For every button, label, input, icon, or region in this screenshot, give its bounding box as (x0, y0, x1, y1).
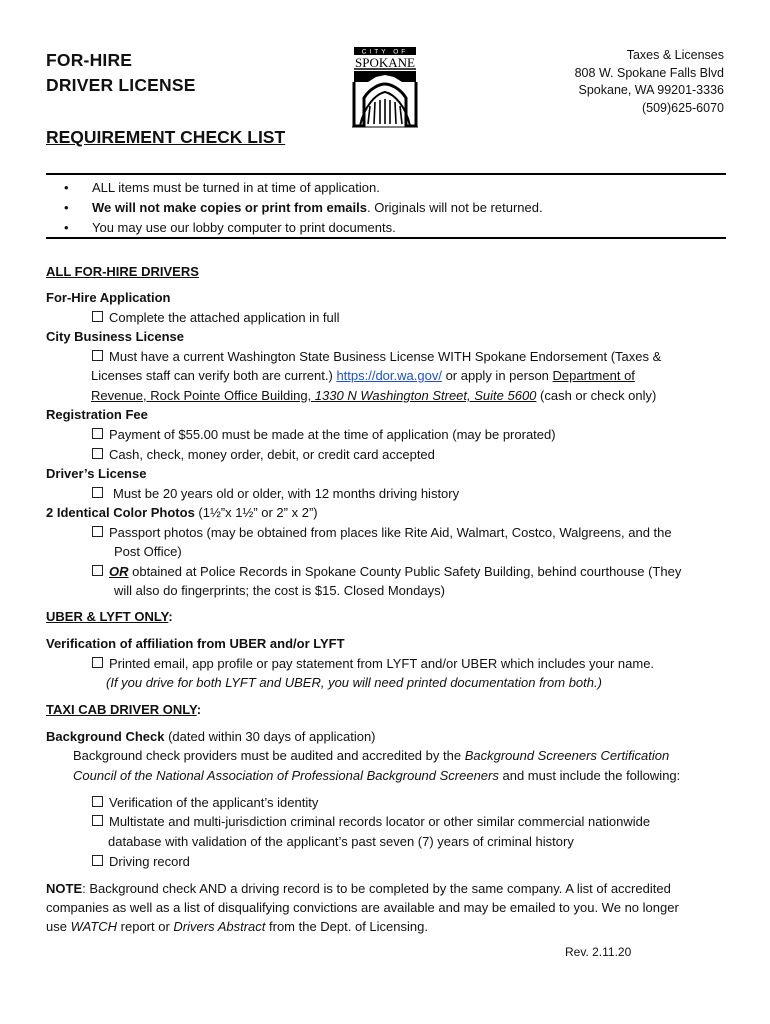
uber-lyft-note: (If you drive for both LYFT and UBER, you will need printed documentation from both.) (106, 675, 602, 690)
check-item: Passport photos (may be obtained from places like Rite Aid, Walmart, Costco, Walgreens, and the (92, 523, 672, 543)
check-item-continued: Revenue, Rock Pointe Office Building, 1330 N Washington Street, Suite 5600 (cash or check only) (91, 388, 657, 403)
address-line-4: (509)625-6070 (641, 100, 724, 115)
checkbox[interactable] (92, 855, 103, 866)
dor-link[interactable]: https://dor.wa.gov/ (336, 368, 442, 383)
address-line-2: 808 W. Spokane Falls Blvd (574, 65, 724, 80)
heading-drivers-license: Driver’s License (46, 466, 147, 481)
background-check-text: Background check providers must be audited and accredited by the Background Screeners Certification (73, 748, 670, 763)
checkbox[interactable] (92, 565, 103, 576)
note-item: • We will not make copies or print from emails. Originals will not be returned. (64, 198, 543, 218)
check-item: Driving record (92, 852, 190, 872)
title-line-2: DRIVER LICENSE (46, 75, 196, 95)
note-paragraph: use WATCH report or Drivers Abstract from the Dept. of Licensing. (46, 919, 428, 934)
top-rule (46, 173, 726, 175)
title-line-1: FOR-HIRE (46, 50, 133, 70)
section-heading-taxi: TAXI CAB DRIVER ONLY: (46, 702, 202, 717)
checkbox[interactable] (92, 428, 103, 439)
note-paragraph: companies as well as a list of disqualifying convictions are available and may be emailed to you. We no longer (46, 900, 679, 915)
check-item: OR obtained at Police Records in Spokane County Public Safety Building, behind courthouse (They (92, 562, 681, 582)
address-line-3: Spokane, WA 99201-3336 (578, 83, 724, 98)
check-item: Verification of the applicant’s identity (92, 793, 318, 813)
checkbox[interactable] (92, 311, 103, 322)
check-item: Complete the attached application in full (92, 308, 340, 328)
check-item: Must have a current Washington State Business License WITH Spokane Endorsement (Taxes & (92, 347, 661, 367)
check-item-continued: database with validation of the applicant’s past seven (7) years of criminal history (108, 834, 574, 849)
notes-list (64, 178, 543, 238)
check-item: Multistate and multi-jurisdiction criminal records locator or other similar commercial nationwide (92, 812, 650, 832)
bottom-rule (46, 237, 726, 239)
heading-verification: Verification of affiliation from UBER and/or LYFT (46, 636, 345, 651)
checkbox[interactable] (92, 815, 103, 826)
logo-city-of: CITY OF (361, 48, 409, 56)
heading-city-business-license: City Business License (46, 329, 184, 344)
checkbox[interactable] (92, 526, 103, 537)
checkbox[interactable] (92, 796, 103, 807)
note-item: • ALL items must be turned in at time of application. (64, 178, 543, 198)
check-item-continued: Post Office) (114, 544, 182, 559)
note-paragraph: NOTE: Background check AND a driving record is to be completed by the same company. A list of accredited (46, 881, 671, 896)
section-heading-all-drivers: ALL FOR-HIRE DRIVERS (46, 264, 199, 279)
checklist-title: REQUIREMENT CHECK LIST (46, 127, 286, 147)
checkbox[interactable] (92, 657, 103, 668)
logo-spokane: SPOKANE (355, 55, 415, 70)
heading-background-check: Background Check (dated within 30 days of application) (46, 729, 376, 744)
heading-for-hire-application: For-Hire Application (46, 290, 171, 305)
section-heading-uber-lyft: UBER & LYFT ONLY: (46, 609, 173, 624)
check-item: Cash, check, money order, debit, or credit card accepted (92, 445, 435, 465)
revision-label: Rev. 2.11.20 (565, 945, 632, 959)
spokane-logo-icon (350, 46, 420, 128)
address-line-1: Taxes & Licenses (626, 48, 724, 62)
check-item-continued: will also do fingerprints; the cost is $15. Closed Mondays) (114, 583, 445, 598)
city-of-spokane-logo (350, 46, 420, 128)
checkbox[interactable] (92, 487, 103, 498)
checkbox[interactable] (92, 350, 103, 361)
checkbox[interactable] (92, 448, 103, 459)
check-item: Must be 20 years old or older, with 12 months driving history (92, 484, 459, 504)
office-address (575, 47, 724, 117)
check-item-continued: Licenses staff can verify both are current.) https://dor.wa.gov/ or apply in person Department of (91, 368, 635, 383)
heading-registration-fee: Registration Fee (46, 407, 148, 422)
background-check-text: Council of the National Association of Professional Background Screeners and must include the following: (73, 768, 681, 783)
check-item: Payment of $55.00 must be made at the time of application (may be prorated) (92, 425, 556, 445)
heading-photos: 2 Identical Color Photos (1½”x 1½” or 2” x 2”) (46, 505, 318, 520)
check-item: Printed email, app profile or pay statement from LYFT and/or UBER which includes your name. (92, 654, 654, 674)
note-item: • You may use our lobby computer to print documents. (64, 218, 543, 238)
